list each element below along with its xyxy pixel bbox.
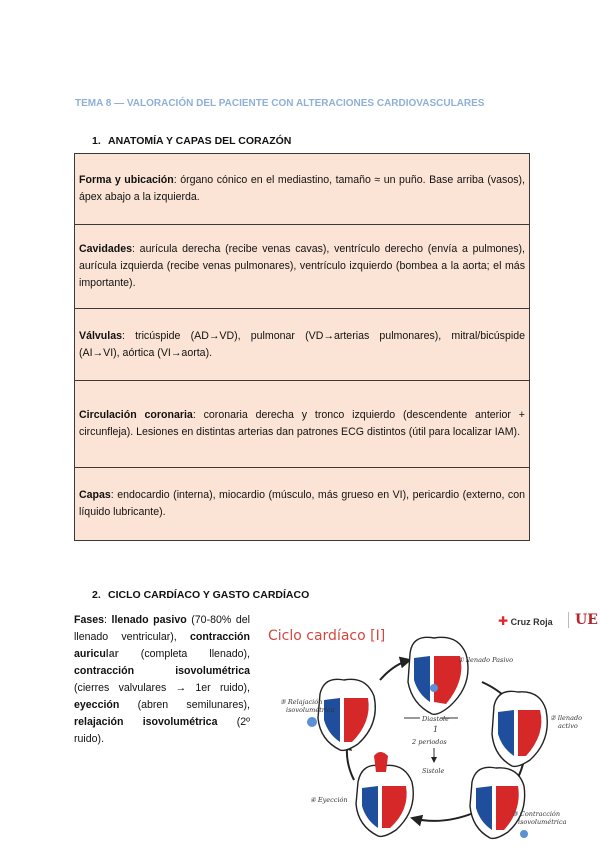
phase-text: (cierres valvulares → 1er ruido), [74, 682, 250, 694]
phases-term: Fases [74, 614, 105, 626]
row-term: Circulación coronaria [79, 409, 193, 421]
anatomy-table [74, 153, 530, 541]
phase-contraccion-isovolumetrica: contracción isovolumétrica [74, 665, 250, 677]
label-one: 1 [433, 725, 439, 734]
label-phase-3b: isovolumétrica [518, 818, 567, 826]
phase-text: (70-80% del llenado ventricular), [74, 614, 250, 643]
section-1-number: 1. [92, 135, 101, 147]
table-row-cavidades [75, 225, 529, 309]
heart-phase-3 [470, 767, 525, 838]
row-term: Cavidades [79, 243, 132, 255]
row-text: : órgano cónico en el mediastino, tamaño ≈ un puño. Base arriba (vasos), ápex abajo a la izquierda. [79, 174, 526, 203]
label-phase-2a: ② llenado [550, 714, 583, 722]
label-phase-2b: activo [558, 722, 578, 730]
row-term: Válvulas [79, 329, 122, 342]
row-text: : coronaria derecha y tronco izquierdo (descendente anterior + circunfleja). Lesiones en distintas arterias dan patrones ECG distintos (útil para localizar IAM). [79, 409, 525, 438]
label-phase-5a: ⑤ Relajación [280, 698, 323, 706]
row-term: Capas [79, 489, 111, 501]
table-row-coronaria [75, 381, 529, 468]
badge-icon [430, 684, 438, 692]
heart-phase-5 [318, 679, 375, 750]
section-1-title: ANATOMÍA Y CAPAS DEL CORAZÓN [108, 135, 292, 147]
phase-text: (completa llenado), [118, 648, 250, 660]
cycle-arrow-5 [380, 660, 410, 680]
phase-llenado-pasivo: llenado pasivo [111, 614, 187, 626]
phase-eyeccion: eyección [74, 699, 120, 711]
phases-paragraph [74, 612, 250, 748]
badge-icon [307, 717, 317, 727]
heart-phase-4 [356, 752, 413, 836]
document-title: TEMA 8 — VALORACIÓN DEL PACIENTE CON ALTERACIONES CARDIOVASCULARES [75, 98, 485, 109]
brand-left-text: Cruz Roja [510, 617, 553, 627]
section-2-number: 2. [92, 589, 101, 601]
badge-icon [520, 830, 528, 838]
heart-phase-2 [492, 691, 547, 766]
label-phase-3a: ③ Contracción [512, 810, 561, 818]
figure-title: Ciclo cardíaco [I] [268, 628, 386, 644]
table-row-capas [75, 468, 529, 540]
section-1-heading [92, 135, 291, 147]
cardiac-cycle-figure [262, 610, 600, 848]
label-periodos: 2 periodos [412, 738, 447, 746]
section-2-title: CICLO CARDÍACO Y GASTO CARDÍACO [108, 589, 310, 601]
label-phase-5b: isovolumétrica [286, 706, 335, 714]
label-sistole: Sistole [422, 767, 445, 775]
section-2-heading [92, 589, 309, 601]
phase-relajacion-isovolumetrica: relajación isovolumétrica [74, 716, 218, 728]
phases-sep: : [104, 614, 112, 626]
cycle-arrow-3 [412, 812, 476, 821]
cycle-diagram [262, 610, 600, 848]
row-text: : aurícula derecha (recibe venas cavas), ventrículo derecho (envía a pulmones), aurícula izquierda (recibe venas pulmonares), ventrículo izquierdo (bombea a la aorta; el más importante). [79, 243, 525, 289]
brand-right-text: UE [575, 612, 598, 628]
label-phase-4: ④ Eyección [310, 796, 348, 804]
label-diastole: Diastole [422, 715, 449, 723]
heart-phase-1 [408, 637, 468, 714]
label-phase-1: ① llenado Pasivo [458, 656, 514, 664]
phase-contraccion-auricular: contracción auricu [74, 631, 250, 660]
red-cross-icon: ✚ [498, 614, 509, 628]
phase-text: (2º ruido). [74, 716, 250, 745]
phase-text: (abren semilunares), [119, 699, 250, 711]
row-text: : endocardio (interna), miocardio (músculo, más grueso en VI), pericardio (externo, con líquido lubricante). [79, 489, 525, 518]
row-text: : tricúspide (AD→VD), pulmonar (VD→arterias pulmonares), mitral/bicúspide (AI→VI), aórtica (VI→aorta). [79, 329, 525, 359]
row-term: Forma y ubicación [79, 174, 174, 186]
table-row-forma [75, 154, 529, 225]
phase-contraccion-auricular-end: lar [105, 648, 119, 660]
table-row-valvulas [75, 309, 529, 381]
